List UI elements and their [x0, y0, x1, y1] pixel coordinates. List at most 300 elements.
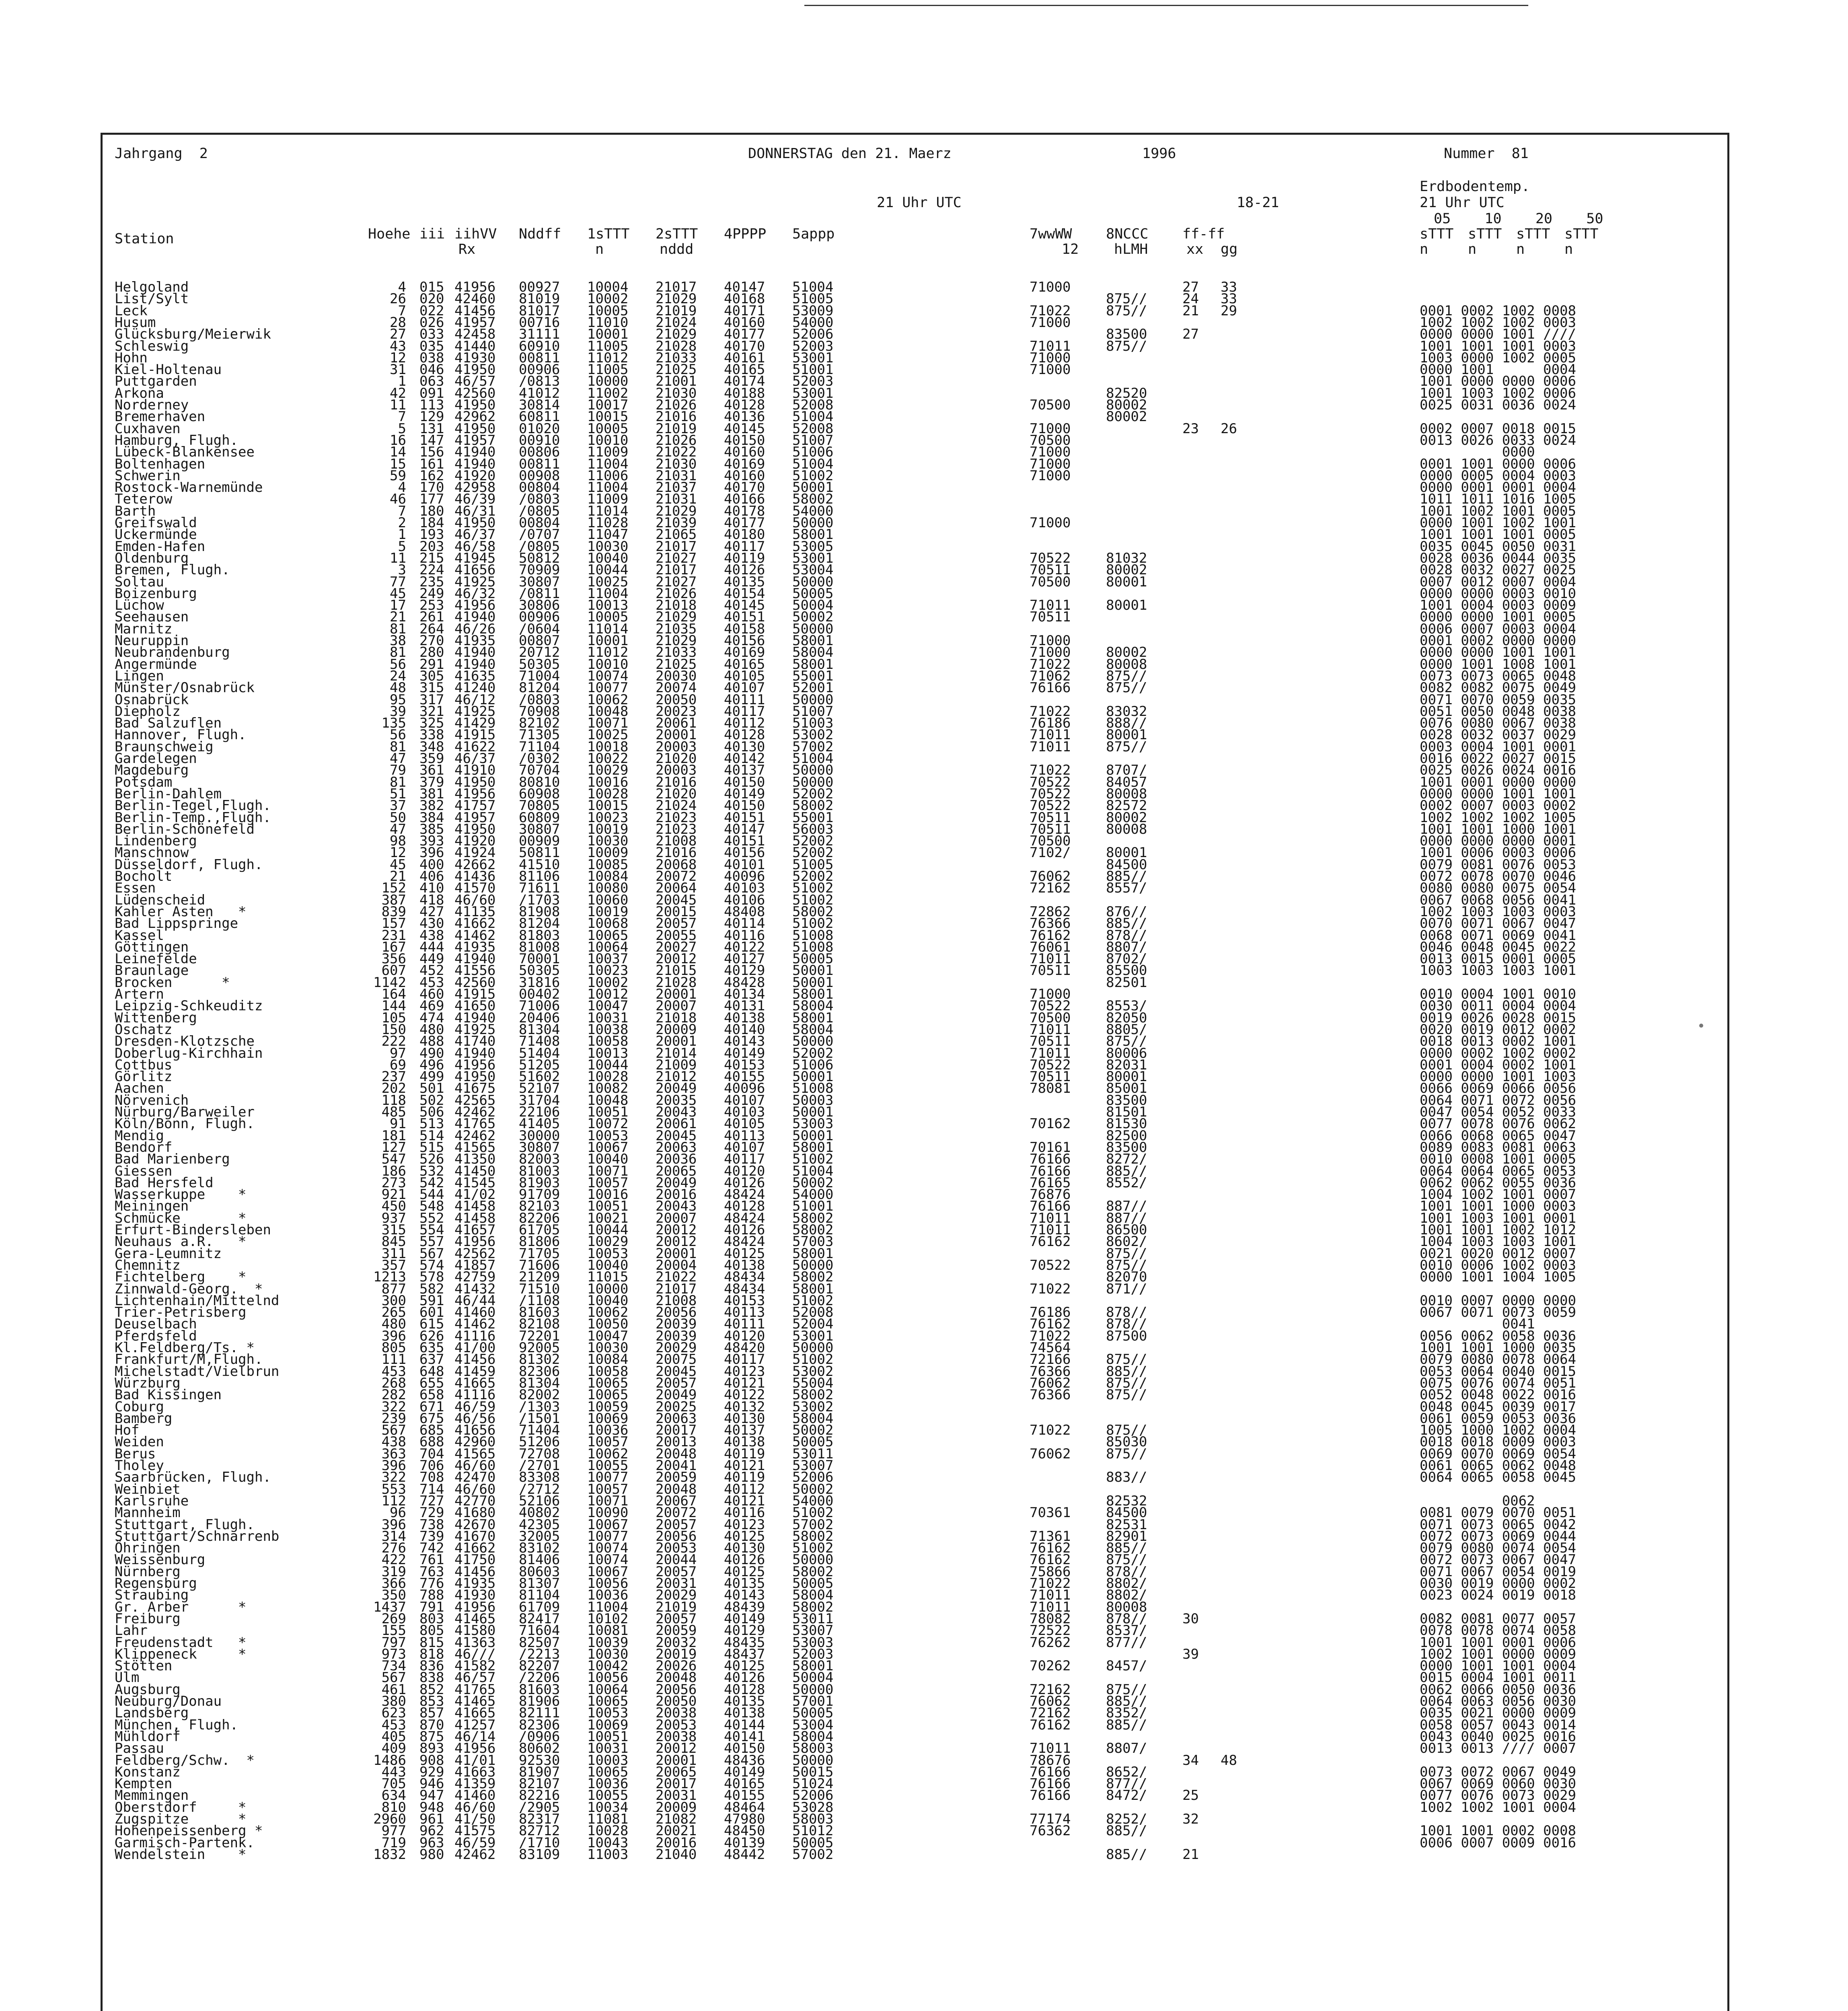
nddff: 81908	[519, 903, 560, 920]
iii: 382	[419, 798, 444, 814]
iihvv: 46/57	[454, 373, 496, 390]
station-name: Wasserkuppe *	[115, 1186, 247, 1203]
group-8nccc: 85500	[1106, 962, 1147, 979]
group-1sttt: 10028	[587, 1823, 629, 1839]
iihvv: 42560	[454, 974, 496, 991]
group-2sttt: 20012	[656, 1234, 697, 1250]
group-4pppp: 40180	[724, 526, 765, 543]
group-1sttt: 10065	[587, 1387, 629, 1403]
iihvv: 46/60	[454, 892, 496, 908]
iii: 015	[419, 279, 444, 295]
group-7wwww: 70500	[1030, 397, 1071, 413]
iihvv: 41662	[454, 1540, 496, 1557]
station-name: Bad Marienberg	[115, 1151, 230, 1168]
group-5appp: 50002	[792, 609, 834, 625]
soil-temps: 0000 0002 1002 0002	[1420, 1045, 1576, 1061]
iihvv: 46/56	[454, 1410, 496, 1427]
station-name: Ulm	[115, 1670, 140, 1686]
group-4pppp: 40103	[724, 880, 765, 897]
iihvv: 41459	[454, 1363, 496, 1380]
group-8nccc: 875//	[1106, 1351, 1147, 1368]
obs-time-21: 21 Uhr UTC	[877, 195, 962, 211]
soil-temps: 0030 0011 0004 0004	[1420, 998, 1576, 1014]
group-1sttt: 10055	[587, 1787, 629, 1804]
iihvv: 41910	[454, 762, 496, 779]
group-4pppp: 48424	[724, 1234, 765, 1250]
altitude: 79	[390, 762, 406, 779]
soil-temps: 0000 1001 0004	[1420, 362, 1576, 378]
iihvv: 42470	[454, 1469, 496, 1486]
group-5appp: 51004	[792, 456, 834, 472]
group-2sttt: 21026	[656, 397, 697, 413]
group-5appp: 57002	[792, 1516, 834, 1533]
group-2sttt: 20057	[656, 1610, 697, 1627]
group-4pppp: 40101	[724, 856, 765, 873]
soil-temps: 0010 0006 1002 0003	[1420, 1257, 1576, 1273]
nddff: 82103	[519, 1198, 560, 1215]
nddff: /0604	[519, 621, 560, 637]
group-1sttt: 11006	[587, 467, 629, 484]
group-1sttt: 10051	[587, 1728, 629, 1745]
station-name: Konstanz	[115, 1764, 181, 1780]
station-name: Rostock-Warnemünde	[115, 479, 263, 496]
altitude: 797	[381, 1634, 406, 1651]
group-8nccc: 87500	[1106, 1328, 1147, 1344]
table-row	[0, 1587, 1848, 1604]
nddff: 31704	[519, 1092, 560, 1108]
nddff: 32005	[519, 1528, 560, 1544]
soil-temps: 1004 1002 1001 0007	[1420, 1186, 1576, 1203]
altitude: 12	[390, 845, 406, 861]
group-7wwww: 71000	[1030, 467, 1071, 484]
altitude: 222	[381, 1033, 406, 1050]
station-name: Memmingen	[115, 1787, 189, 1804]
station-name: Pferdsfeld	[115, 1328, 197, 1344]
col-soil-n3: n	[1516, 241, 1525, 257]
iihvv: 41935	[454, 939, 496, 955]
iii: 635	[419, 1340, 444, 1356]
group-1sttt: 10074	[587, 1540, 629, 1557]
iii: 542	[419, 1174, 444, 1191]
iihvv: 46///	[454, 1646, 496, 1662]
group-7wwww: 70500	[1030, 432, 1071, 448]
station-name: Artern	[115, 986, 164, 1002]
group-2sttt: 20001	[656, 986, 697, 1002]
group-4pppp: 48442	[724, 1846, 765, 1863]
iihvv: 41956	[454, 1234, 496, 1250]
station-name: Nörvenich	[115, 1092, 189, 1108]
iii: 591	[419, 1292, 444, 1309]
group-5appp: 58004	[792, 998, 834, 1014]
altitude: 56	[390, 727, 406, 743]
station-name: Nürburg/Barweiler	[115, 1104, 255, 1120]
group-1sttt: 10013	[587, 597, 629, 614]
group-4pppp: 40135	[724, 1575, 765, 1592]
station-name: Klippeneck *	[115, 1646, 247, 1662]
group-8nccc: 8552/	[1106, 1174, 1147, 1191]
group-5appp: 58004	[792, 1021, 834, 1038]
iii: 658	[419, 1387, 444, 1403]
nddff: 71104	[519, 738, 560, 755]
group-4pppp: 40125	[724, 1245, 765, 1262]
station-name: Angermünde	[115, 656, 197, 672]
iii: 348	[419, 738, 444, 755]
group-2sttt: 21012	[656, 1069, 697, 1085]
group-5appp: 50001	[792, 1069, 834, 1085]
group-2sttt: 20017	[656, 1422, 697, 1439]
group-4pppp: 40178	[724, 503, 765, 519]
station-name: Braunlage	[115, 962, 189, 979]
group-7wwww: 76186	[1030, 1304, 1071, 1321]
station-name: Berlin-Temp.,Flugh.	[115, 809, 271, 826]
group-7wwww: 70262	[1030, 1658, 1071, 1674]
altitude: 231	[381, 927, 406, 944]
group-5appp: 51007	[792, 432, 834, 448]
iihvv: 41460	[454, 1787, 496, 1804]
iihvv: 41935	[454, 1575, 496, 1592]
group-2sttt: 20025	[656, 1398, 697, 1415]
group-7wwww: 76166	[1030, 1776, 1071, 1792]
nddff: 82111	[519, 1705, 560, 1721]
nddff: /2213	[519, 1646, 560, 1662]
group-5appp: 58001	[792, 526, 834, 543]
nddff: 81017	[519, 302, 560, 319]
group-1sttt: 10037	[587, 951, 629, 967]
group-7wwww: 71011	[1030, 1740, 1071, 1757]
station-name: Regensburg	[115, 1575, 197, 1592]
iii: 381	[419, 785, 444, 802]
iihvv: 41957	[454, 314, 496, 331]
iii: 113	[419, 397, 444, 413]
col-1sttt: 1sTTT	[587, 226, 630, 242]
altitude: 409	[381, 1740, 406, 1757]
iihvv: 46/39	[454, 491, 496, 508]
group-4pppp: 40130	[724, 1540, 765, 1557]
nddff: 30807	[519, 1139, 560, 1156]
soil-temps: 0072 0078 0070 0046	[1420, 868, 1576, 884]
col-hlmh: hLMH	[1114, 241, 1148, 257]
iihvv: 41545	[454, 1174, 496, 1191]
group-4pppp: 40096	[724, 1080, 765, 1097]
group-5appp: 58004	[792, 1410, 834, 1427]
group-5appp: 51008	[792, 939, 834, 955]
nddff: 91709	[519, 1186, 560, 1203]
group-1sttt: 11009	[587, 444, 629, 461]
group-8nccc: 80002	[1106, 409, 1147, 425]
group-5appp: 53011	[792, 1610, 834, 1627]
station-name: Berlin-Tegel,Flugh.	[115, 798, 271, 814]
group-8nccc: 8352/	[1106, 1705, 1147, 1721]
iii: 852	[419, 1681, 444, 1698]
nddff: 20712	[519, 644, 560, 661]
wind-gg: 48	[1221, 1752, 1237, 1768]
group-7wwww: 71000	[1030, 279, 1071, 295]
group-5appp: 52002	[792, 845, 834, 861]
nddff: /1501	[519, 1410, 560, 1427]
group-5appp: 52002	[792, 1045, 834, 1061]
group-8nccc: 885//	[1106, 1540, 1147, 1557]
group-5appp: 50004	[792, 597, 834, 614]
group-8nccc: 875//	[1106, 1033, 1147, 1050]
group-7wwww: 76162	[1030, 1540, 1071, 1557]
soil-temps: 0066 0069 0066 0056	[1420, 1080, 1576, 1097]
group-5appp: 50003	[792, 1092, 834, 1108]
iihvv: 42565	[454, 1092, 496, 1108]
nddff: 41405	[519, 1116, 560, 1132]
nddff: 30000	[519, 1127, 560, 1144]
group-7wwww: 72162	[1030, 880, 1071, 897]
group-1sttt: 10044	[587, 1222, 629, 1238]
iihvv: 41950	[454, 397, 496, 413]
group-1sttt: 10029	[587, 762, 629, 779]
altitude: 276	[381, 1540, 406, 1557]
group-1sttt: 10074	[587, 1552, 629, 1568]
group-4pppp: 40112	[724, 715, 765, 732]
group-4pppp: 40123	[724, 1363, 765, 1380]
group-7wwww: 76362	[1030, 1823, 1071, 1839]
group-8nccc: 875//	[1106, 1681, 1147, 1698]
iihvv: 41950	[454, 821, 496, 837]
group-8nccc: 81530	[1106, 1116, 1147, 1132]
volume-label: Jahrgang 2	[115, 146, 208, 162]
nddff: 41510	[519, 856, 560, 873]
group-8nccc: 8557/	[1106, 880, 1147, 897]
group-1sttt: 10017	[587, 397, 629, 413]
station-name: Berlin-Schönefeld	[115, 821, 255, 837]
iihvv: 41257	[454, 1717, 496, 1733]
group-2sttt: 20063	[656, 1139, 697, 1156]
soil-temps: 0028 0032 0027 0025	[1420, 562, 1576, 578]
iihvv: 41458	[454, 1210, 496, 1226]
group-5appp: 52002	[792, 868, 834, 884]
station-name: Boizenburg	[115, 585, 197, 602]
group-5appp: 51002	[792, 892, 834, 908]
soil-temps: 0021 0020 0012 0007	[1420, 1245, 1576, 1262]
iii: 729	[419, 1505, 444, 1521]
col-5appp: 5appp	[792, 226, 835, 242]
group-2sttt: 21008	[656, 1292, 697, 1309]
group-2sttt: 20007	[656, 1210, 697, 1226]
group-5appp: 51002	[792, 1292, 834, 1309]
soil-temps: 0000 0000 0000 0001	[1420, 833, 1576, 849]
iihvv: 46/58	[454, 538, 496, 555]
soil-temps: 0043 0040 0025 0016	[1420, 1728, 1576, 1745]
group-2sttt: 20050	[656, 1693, 697, 1709]
station-name: Greifswald	[115, 515, 197, 531]
soil-temps: 0077 0078 0076 0062	[1420, 1116, 1576, 1132]
iii: 480	[419, 1021, 444, 1038]
group-1sttt: 11009	[587, 491, 629, 508]
group-1sttt: 10047	[587, 998, 629, 1014]
nddff: 50811	[519, 845, 560, 861]
station-name: Nürnberg	[115, 1563, 181, 1580]
nddff: 50812	[519, 550, 560, 566]
iii: 574	[419, 1257, 444, 1273]
table-row	[0, 1304, 1848, 1321]
station-name: Freudenstadt *	[115, 1634, 247, 1651]
soil-temps: 0071 0070 0059 0035	[1420, 691, 1576, 708]
iihvv: 41240	[454, 680, 496, 696]
iii: 091	[419, 385, 444, 401]
station-name: Augsburg	[115, 1681, 181, 1698]
altitude: 877	[381, 1281, 406, 1297]
nddff: 00909	[519, 833, 560, 849]
soil-temps: 0068 0071 0069 0041	[1420, 927, 1576, 944]
nddff: /0707	[519, 526, 560, 543]
station-name: Essen	[115, 880, 156, 897]
nddff: 50305	[519, 656, 560, 672]
station-name: Seehausen	[115, 609, 189, 625]
station-name: Neuhaus a.R. *	[115, 1234, 247, 1250]
soil-temps: 1005 1000 1002 0004	[1420, 1422, 1576, 1439]
group-1sttt: 10002	[587, 974, 629, 991]
altitude: 127	[381, 1139, 406, 1156]
iii: 444	[419, 939, 444, 955]
altitude: 15	[390, 456, 406, 472]
iihvv: 41363	[454, 1634, 496, 1651]
group-4pppp: 48434	[724, 1269, 765, 1285]
group-4pppp: 40150	[724, 432, 765, 448]
iii: 615	[419, 1316, 444, 1332]
iii: 578	[419, 1269, 444, 1285]
station-name: München, Flugh.	[115, 1717, 238, 1733]
group-8nccc: 875//	[1106, 1257, 1147, 1273]
group-4pppp: 40126	[724, 1174, 765, 1191]
col-xx: xx	[1186, 241, 1204, 257]
group-4pppp: 40138	[724, 1434, 765, 1450]
nddff: 60809	[519, 809, 560, 826]
iihvv: 42462	[454, 1127, 496, 1144]
altitude: 269	[381, 1610, 406, 1627]
altitude: 396	[381, 1458, 406, 1474]
iii: 727	[419, 1493, 444, 1509]
soil-temps: 0073 0073 0065 0048	[1420, 668, 1576, 684]
soil-temps: 0000 1001 1001 0004	[1420, 1658, 1576, 1674]
iii: 961	[419, 1811, 444, 1827]
group-5appp: 52003	[792, 373, 834, 390]
nddff: /0805	[519, 538, 560, 555]
iii: 805	[419, 1622, 444, 1639]
nddff: 81806	[519, 1234, 560, 1250]
iii: 582	[419, 1281, 444, 1297]
nddff: 70001	[519, 951, 560, 967]
iihvv: 42962	[454, 409, 496, 425]
iii: 427	[419, 903, 444, 920]
group-2sttt: 20056	[656, 1681, 697, 1698]
altitude: 11	[390, 550, 406, 566]
group-1sttt: 10016	[587, 1186, 629, 1203]
altitude: 485	[381, 1104, 406, 1120]
group-2sttt: 20001	[656, 1033, 697, 1050]
group-4pppp: 40139	[724, 1834, 765, 1851]
group-1sttt: 10048	[587, 1092, 629, 1108]
altitude: 405	[381, 1728, 406, 1745]
iihvv: 41582	[454, 1658, 496, 1674]
group-1sttt: 10077	[587, 1528, 629, 1544]
station-name: Schwerin	[115, 467, 181, 484]
station-name: Bad Salzuflen	[115, 715, 222, 732]
soil-temps: 1001 1003 1001 0001	[1420, 1210, 1576, 1226]
soil-temps: 0066 0068 0065 0047	[1420, 1127, 1576, 1144]
group-5appp: 51004	[792, 751, 834, 767]
group-1sttt: 10065	[587, 1375, 629, 1391]
group-1sttt: 10030	[587, 833, 629, 849]
group-7wwww: 70500	[1030, 1010, 1071, 1026]
group-4pppp: 40150	[724, 774, 765, 790]
iii: 270	[419, 633, 444, 649]
iihvv: 41675	[454, 1080, 496, 1097]
nddff: 21209	[519, 1269, 560, 1285]
iii: 321	[419, 703, 444, 720]
station-name: Leck	[115, 302, 148, 319]
iii: 552	[419, 1210, 444, 1226]
station-name: Garmisch-Partenk.	[115, 1834, 255, 1851]
group-5appp: 53001	[792, 550, 834, 566]
group-8nccc: 878//	[1106, 1316, 1147, 1332]
col-ffff: ff-ff	[1182, 226, 1225, 242]
nddff: 71604	[519, 1622, 560, 1639]
group-2sttt: 21039	[656, 515, 697, 531]
group-4pppp: 40117	[724, 1351, 765, 1368]
iii: 853	[419, 1693, 444, 1709]
group-4pppp: 40153	[724, 1292, 765, 1309]
group-2sttt: 20029	[656, 1340, 697, 1356]
soil-temps: 0081 0079 0070 0051	[1420, 1505, 1576, 1521]
station-name: Tholey	[115, 1458, 164, 1474]
iihvv: 42770	[454, 1493, 496, 1509]
group-2sttt: 20031	[656, 1575, 697, 1592]
group-5appp: 51001	[792, 1198, 834, 1215]
group-1sttt: 10080	[587, 880, 629, 897]
iihvv: 41656	[454, 1422, 496, 1439]
iihvv: 42960	[454, 1434, 496, 1450]
group-5appp: 52003	[792, 338, 834, 354]
group-1sttt: 10053	[587, 1245, 629, 1262]
group-5appp: 51007	[792, 703, 834, 720]
wind-xx: 32	[1182, 1811, 1199, 1827]
group-8nccc: 8652/	[1106, 1764, 1147, 1780]
nddff: 42305	[519, 1516, 560, 1533]
group-4pppp: 40107	[724, 680, 765, 696]
group-7wwww: 76876	[1030, 1186, 1071, 1203]
group-5appp: 50005	[792, 951, 834, 967]
group-8nccc: 8537/	[1106, 1622, 1147, 1639]
group-5appp: 53002	[792, 1398, 834, 1415]
altitude: 315	[381, 1222, 406, 1238]
altitude: 438	[381, 1434, 406, 1450]
wind-gg: 29	[1221, 302, 1237, 319]
station-name: Dresden-Klotzsche	[115, 1033, 255, 1050]
group-8nccc: 875//	[1106, 1422, 1147, 1439]
group-7wwww: 76366	[1030, 1387, 1071, 1403]
nddff: 52106	[519, 1493, 560, 1509]
station-name: Helgoland	[115, 279, 189, 295]
iihvv: 46/14	[454, 1728, 496, 1745]
group-1sttt: 10059	[587, 1398, 629, 1415]
iii: 410	[419, 880, 444, 897]
group-5appp: 51006	[792, 1057, 834, 1073]
group-4pppp: 40107	[724, 1139, 765, 1156]
soil-temps: 0010 0008 1001 0005	[1420, 1151, 1576, 1168]
group-4pppp: 40120	[724, 1328, 765, 1344]
group-2sttt: 20049	[656, 1387, 697, 1403]
group-7wwww: 72162	[1030, 1681, 1071, 1698]
group-8nccc: 82500	[1106, 1127, 1147, 1144]
group-1sttt: 11015	[587, 1269, 629, 1285]
group-2sttt: 20055	[656, 927, 697, 944]
iii: 704	[419, 1446, 444, 1462]
group-1sttt: 10036	[587, 1587, 629, 1604]
